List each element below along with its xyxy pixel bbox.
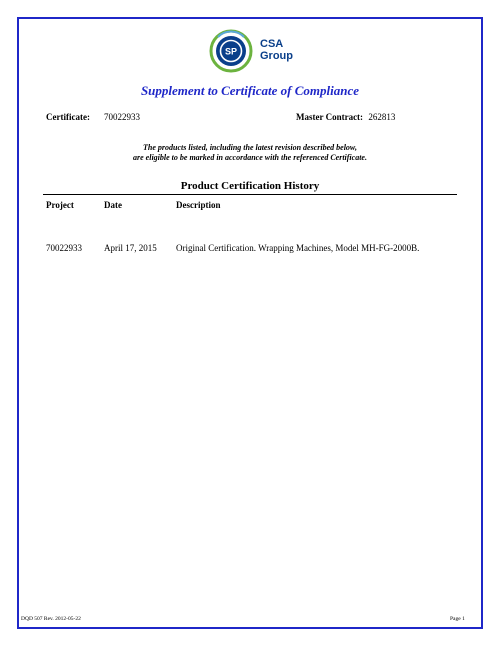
form-number: DQD 507 Rev. 2012-05-22	[21, 616, 81, 622]
logo-text-csa: CSA	[260, 38, 284, 50]
certificate-value: 70022933	[104, 112, 140, 122]
column-header-description: Description	[176, 200, 221, 210]
row-date: April 17, 2015	[104, 243, 157, 253]
page-border	[17, 17, 483, 629]
row-description: Original Certification. Wrapping Machines, Model MH-FG-2000B.	[176, 243, 420, 253]
notice-line-1: The products listed, including the latest revision described below,	[143, 143, 357, 152]
svg-text:SP: SP	[224, 46, 238, 57]
eligibility-notice	[0, 143, 500, 163]
master-contract-label: Master Contract:	[296, 112, 364, 122]
column-header-date: Date	[104, 200, 122, 210]
master-contract-value: 262813	[368, 112, 396, 122]
page-number: Page 1	[450, 616, 465, 622]
row-project: 70022933	[46, 243, 82, 253]
document-title: Supplement to Certificate of Compliance	[140, 83, 360, 98]
history-title: Product Certification History	[180, 180, 320, 192]
logo-text-group: Group	[260, 50, 293, 62]
column-header-project: Project	[46, 200, 74, 210]
notice-line-2: are eligible to be marked in accordance with the referenced Certificate.	[133, 153, 367, 162]
csa-logo-icon	[208, 29, 254, 73]
certificate-label: Certificate:	[46, 112, 90, 122]
certificate-field	[46, 112, 90, 122]
master-contract-field	[296, 112, 395, 122]
csa-group-logo	[208, 29, 298, 73]
history-divider	[43, 194, 457, 195]
